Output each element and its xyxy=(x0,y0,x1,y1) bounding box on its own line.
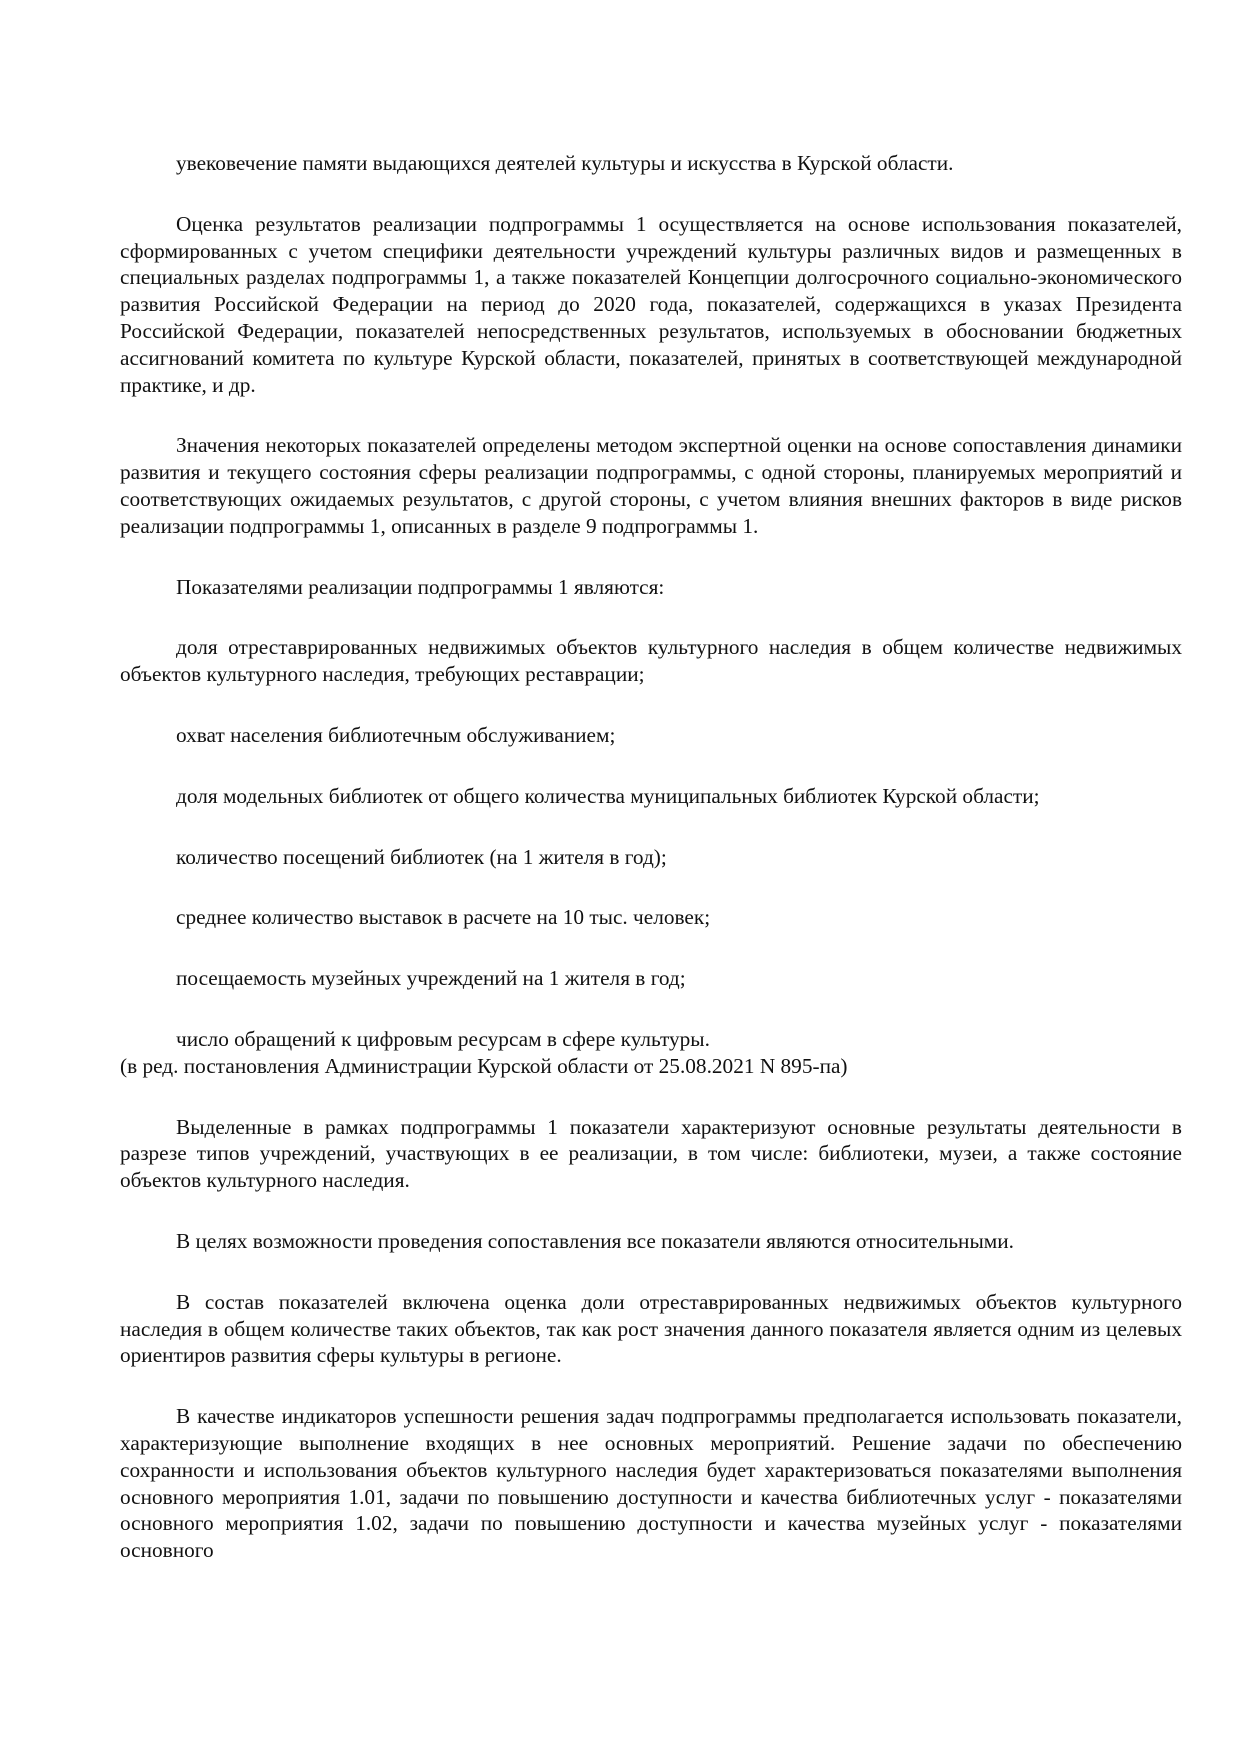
paragraph: увековечение памяти выдающихся деятелей культуры и искусства в Курской области. xyxy=(176,151,954,175)
document-page xyxy=(120,150,1182,1598)
list-item: среднее количество выставок в расчете на 10 тыс. человек; xyxy=(176,905,711,930)
paragraph: В состав показателей включена оценка доли отреставрированных недвижимых объектов культурного наследия в общем количестве таких объектов, так как рост значения данного показателя является одним из целевых ориентиров развития сферы культуры в регионе. xyxy=(120,1289,1182,1368)
list-item: доля модельных библиотек от общего количества муниципальных библиотек Курской области; xyxy=(176,783,1040,808)
paragraph: В качестве индикаторов успешности решения задач подпрограммы предполагается использовать показатели, характеризующие выполнение входящих в нее основных мероприятий. Решение задачи по обеспечению сохранности и использования объектов культурного наследия будет характеризоваться показателями выполнения основного мероприятия 1.01, задачи по повышению доступности и качества библиотечных услуг - показателями основного мероприятия 1.02, задачи по повышению доступности и качества музейных услуг - показателями основного xyxy=(120,1404,1182,1563)
list-item: доля отреставрированных недвижимых объектов культурного наследия в общем количестве недвижимых объектов культурного наследия, требующих реставрации; xyxy=(120,635,1182,687)
paragraph: Выделенные в рамках подпрограммы 1 показатели характеризуют основные результаты деятельности в разрезе типов учреждений, участвующих в ее реализации, в том числе: библиотеки, музеи, а также состояние объектов культурного наследия. xyxy=(120,1114,1182,1193)
list-item: охват населения библиотечным обслуживанием; xyxy=(176,722,616,747)
paragraph: Показателями реализации подпрограммы 1 являются: xyxy=(176,574,665,599)
list-item: посещаемость музейных учреждений на 1 жителя в год; xyxy=(176,966,686,991)
paragraph: Значения некоторых показателей определены методом экспертной оценки на основе сопоставления динамики развития и текущего состояния сферы реализации подпрограммы, с одной стороны, планируемых мероприятий и соответствующих ожидаемых результатов, с другой стороны, с учетом влияния внешних факторов в виде рисков реализации подпрограммы 1, описанных в разделе 9 подпрограммы 1. xyxy=(120,433,1182,538)
list-item: число обращений к цифровым ресурсам в сфере культуры. xyxy=(176,1026,710,1051)
list-item: количество посещений библиотек (на 1 жителя в год); xyxy=(176,844,667,869)
amendment-note: (в ред. постановления Администрации Курской области от 25.08.2021 N 895-па) xyxy=(120,1053,848,1078)
paragraph: Оценка результатов реализации подпрограммы 1 осуществляется на основе использования показателей, сформированных с учетом специфики деятельности учреждений культуры различных видов и размещенных в специальных разделах подпрограммы 1, а также показателей Концепции долгосрочного социально-экономического развития Российской Федерации на период до 2020 года, показателей, содержащихся в указах Президента Российской Федерации, показателей непосредственных результатов, используемых в обосновании бюджетных ассигнований комитета по культуре Курской области, показателей, принятых в соответствующей международной практике, и др. xyxy=(120,211,1182,397)
paragraph: В целях возможности проведения сопоставления все показатели являются относительными. xyxy=(176,1228,1014,1253)
